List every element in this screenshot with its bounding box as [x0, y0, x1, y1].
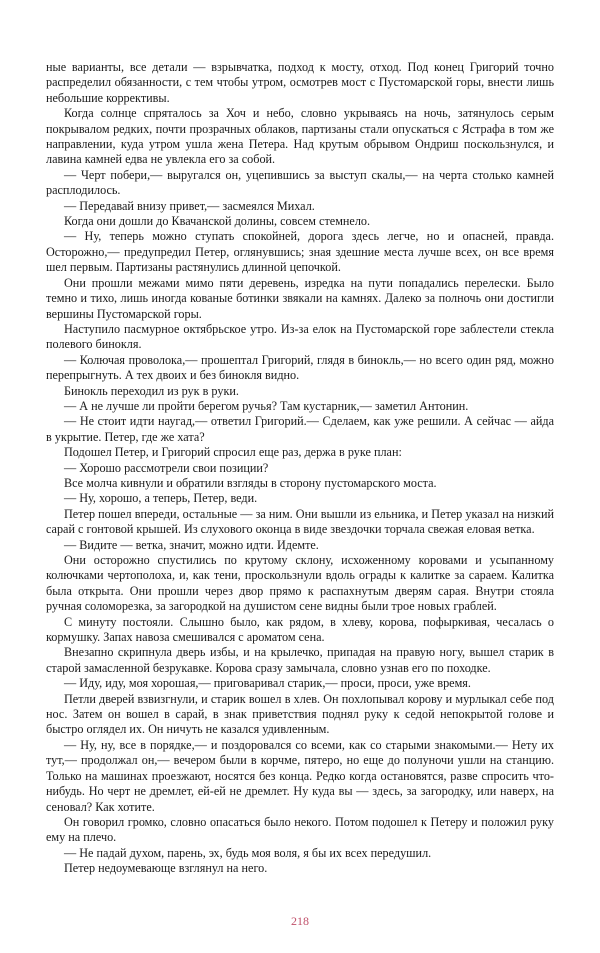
- paragraph: ные варианты, все детали — взрывчатка, подход к мосту, отход. Под конец Григорий точно распределил обязанности, с тем чтобы утром, осмотрев мост с Пустомарской горы, внести лишь небольшие коррективы.: [46, 60, 554, 105]
- paragraph: Внезапно скрипнула дверь избы, и на крылечко, припадая на правую ногу, вышел старик в старой замасленной безрукавке. Корова сразу замычала, словно узнав его по походке.: [46, 645, 554, 675]
- paragraph: Он говорил громко, словно опасаться было некого. Потом подошел к Петеру и положил руку ему на плечо.: [46, 814, 554, 845]
- paragraph: Подошел Петер, и Григорий спросил еще раз, держа в руке план:: [64, 445, 402, 460]
- paragraph: Они прошли межами мимо пяти деревень, изредка на пути попадались перелески. Было темно и тихо, лишь иногда кованые ботинки звякали на камнях. Далеко за полночь они достигли вершины Пустомарской горы.: [46, 275, 554, 321]
- paragraph: — Ну, теперь можно ступать спокойней, дорога здесь легче, но и опасней, правда. Осторожно,— предупредил Петер, оглянувшись; зная здешние места лучше всех, он все время шел первым. Партизаны растянулись длинной цепочкой.: [46, 229, 554, 275]
- paragraph: — Не падай духом, парень, эх, будь моя воля, я бы их всех передушил.: [64, 845, 432, 860]
- paragraph: — Видите — ветка, значит, можно идти. Идемте.: [64, 537, 319, 552]
- paragraph: — Хорошо рассмотрели свои позиции?: [64, 460, 269, 475]
- paragraph: Петер недоумевающе взглянул на него.: [64, 861, 268, 876]
- paragraph: Они осторожно спустились по крутому склону, исхоженному коровами и усыпанному колючками чертополоха, и, как тени, проскользнули вдоль ограды к калитке за сараем. Калитка была открыта. Они прошли через двор прямо к распахнутым дверям сарая. Внутри стояла ручная соломорезка, за загородкой на душистом сене видны были трое новых граблей.: [46, 553, 554, 614]
- paragraph: — Черт побери,— выругался он, уцепившись за выступ скалы,— на черта столько камней расплодилось.: [46, 167, 554, 198]
- paragraph: — Ну, хорошо, а теперь, Петер, веди.: [64, 491, 258, 506]
- page-number: 218: [291, 914, 309, 928]
- paragraph: — Иду, иду, моя хорошая,— приговаривал старик,— проси, проси, уже время.: [64, 676, 471, 691]
- paragraph: — Передавай внизу привет,— засмеялся Михал.: [64, 198, 315, 213]
- paragraph: Все молча кивнули и обратили взгляды в сторону пустомарского моста.: [64, 475, 437, 490]
- paragraph: — Не стоит идти наугад,— ответил Григорий.— Сделаем, как уже решили. А сейчас — айда в укрытие. Петер, где же хата?: [46, 414, 554, 444]
- paragraph: Когда солнце спряталось за Хоч и небо, словно укрываясь на ночь, затянулось серым покрывалом редких, почти прозрачных облаков, партизаны стали опускаться с Ястрафа в том же направлении, куда утром ушла жена Петера. Над крутым обрывом Ондриш поскользнулся, и лавина камней едва не увлекла его за собой.: [46, 106, 554, 167]
- paragraph: Бинокль переходил из рук в руки.: [64, 383, 239, 398]
- paragraph: Наступило пасмурное октябрьское утро. Из-за елок на Пустомарской горе заблестели стекла полевого бинокля.: [46, 321, 554, 352]
- paragraph: Петер пошел впереди, остальные — за ним. Они вышли из ельника, и Петер указал на низкий сарай с гонтовой крышей. Из слухового оконца в виде звездочки торчала свежая еловая ветка.: [46, 506, 554, 537]
- paragraph: С минуту постояли. Слышно было, как рядом, в хлеву, корова, пофыркивая, чесалась о кормушку. Запах навоза смешивался с ароматом сена.: [46, 614, 554, 645]
- page-text: [46, 60, 554, 877]
- paragraph: — Колючая проволока,— прошептал Григорий, глядя в бинокль,— но всего один ряд, можно перепрыгнуть. А тех двоих и без бинокля видно.: [46, 352, 554, 383]
- paragraph: Когда они дошли до Квачанской долины, совсем стемнело.: [64, 214, 371, 229]
- paragraph: — А не лучше ли пройти берегом ручья? Там кустарник,— заметил Антонин.: [64, 398, 469, 413]
- paragraph: Петли дверей взвизгнули, и старик вошел в хлев. Он похлопывал корову и мурлыкал себе под нос. Затем он вошел в сарай, в знак приветствия поднял руку к седой непокрытой голове и быстро оглядел их. Он ничуть не казался удивленным.: [46, 691, 554, 737]
- paragraph: — Ну, ну, все в порядке,— и поздоровался со всеми, как со старыми знакомыми.— Нету их тут,— продолжал он,— вечером были в корчме, пятеро, но еще до полуночи ушли на станцию. Только на машинах проезжают, носятся без конца. Редко когда остановятся, разве спросить что-нибудь. Но черт не дремлет, ей-ей не дремлет. Ну куда вы — здесь, за загородку, или наверх, на сеновал? Как хотите.: [46, 737, 554, 814]
